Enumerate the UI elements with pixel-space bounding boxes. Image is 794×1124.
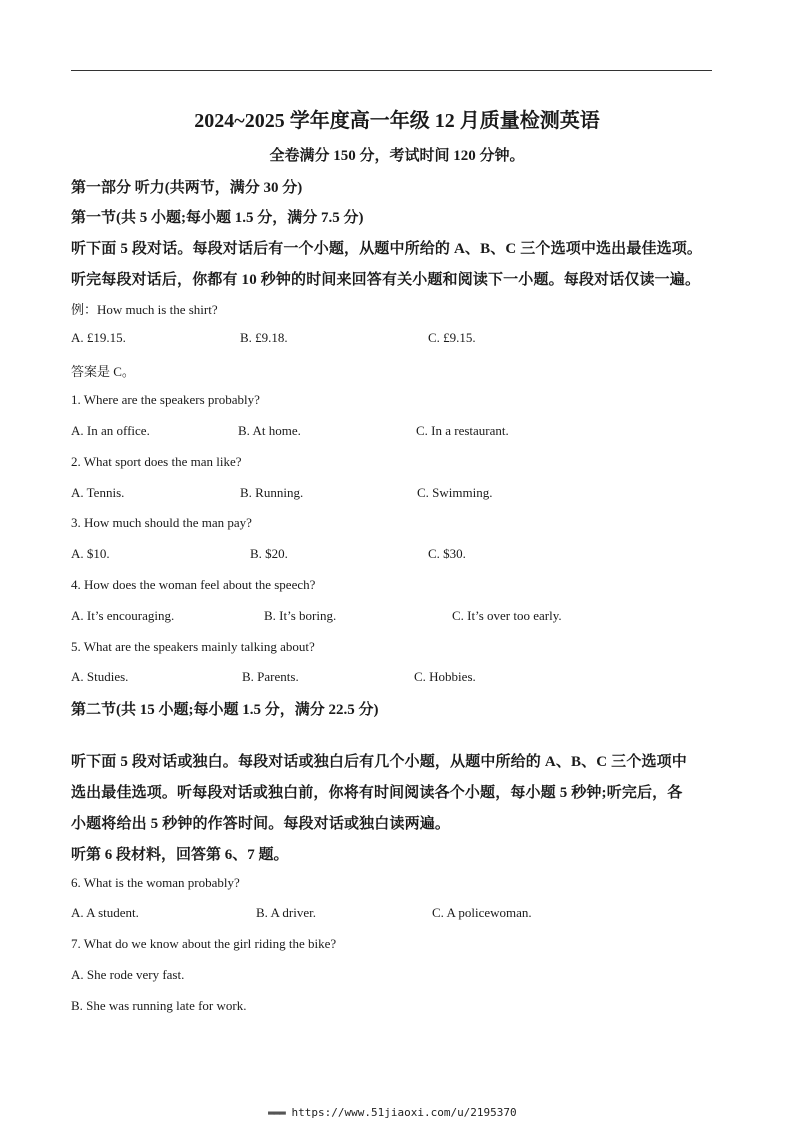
q1-option-c: C. In a restaurant. <box>416 423 509 438</box>
section1-instruction-line: 听完每段对话后，你都有 10 秒钟的时间来回答有关小题和阅读下一小题。每段对话仅读一遍。 <box>71 272 701 288</box>
q7-option-a: A. She rode very fast. <box>71 967 185 982</box>
q4-option-b: B. It’s boring. <box>264 608 337 623</box>
q6-option-c: C. A policewoman. <box>432 905 532 920</box>
q5-option-a: A. Studies. <box>71 669 129 684</box>
example-option-a: A. £19.15. <box>71 330 126 345</box>
q2-option-c: C. Swimming. <box>417 485 493 500</box>
example-option-c: C. £9.15. <box>428 330 476 345</box>
part1-heading: 第一部分 听力(共两节，满分 30 分) <box>71 180 303 196</box>
material-6-heading: 听第 6 段材料，回答第 6、7 题。 <box>71 847 289 863</box>
q4-option-a: A. It’s encouraging. <box>71 608 175 623</box>
q1-option-a: A. In an office. <box>71 423 150 438</box>
question-5: 5. What are the speakers mainly talking about? <box>71 639 315 654</box>
footer-logo-mark: ▬▬▬ <box>268 1106 285 1119</box>
q4-option-c: C. It’s over too early. <box>452 608 562 623</box>
q3-option-b: B. $20. <box>250 546 288 561</box>
q7-option-b: B. She was running late for work. <box>71 998 247 1013</box>
example-option-b: B. £9.18. <box>240 330 288 345</box>
section2-heading: 第二节(共 15 小题;每小题 1.5 分，满分 22.5 分) <box>71 702 379 718</box>
example-answer: 答案是 C。 <box>71 364 135 379</box>
exam-info: 全卷满分 150 分，考试时间 120 分钟。 <box>269 148 525 164</box>
question-3: 3. How much should the man pay? <box>71 515 252 530</box>
section2-instruction-line: 小题将给出 5 秒钟的作答时间。每段对话或独白读两遍。 <box>71 816 451 832</box>
section1-instruction-line: 听下面 5 段对话。每段对话后有一个小题，从题中所给的 A、B、C 三个选项中选出最佳选项。 <box>71 241 703 257</box>
q3-option-a: A. $10. <box>71 546 110 561</box>
q3-option-c: C. $30. <box>428 546 466 561</box>
question-6: 6. What is the woman probably? <box>71 875 240 890</box>
q6-option-b: B. A driver. <box>256 905 316 920</box>
q2-option-a: A. Tennis. <box>71 485 125 500</box>
q2-option-b: B. Running. <box>240 485 304 500</box>
footer-watermark <box>268 1106 517 1119</box>
question-1: 1. Where are the speakers probably? <box>71 392 260 407</box>
q6-option-a: A. A student. <box>71 905 139 920</box>
question-7: 7. What do we know about the girl riding the bike? <box>71 936 337 951</box>
section2-instruction-line: 选出最佳选项。听每段对话或独白前，你将有时间阅读各个小题，每小题 5 秒钟;听完后，各 <box>71 785 683 801</box>
footer-url[interactable]: https://www.51jiaoxi.com/u/2195370 <box>291 1106 517 1119</box>
section1-heading: 第一节(共 5 小题;每小题 1.5 分，满分 7.5 分) <box>71 210 364 226</box>
q5-option-b: B. Parents. <box>242 669 299 684</box>
example-question: 例：How much is the shirt? <box>71 302 218 317</box>
top-rule <box>71 70 712 71</box>
question-4: 4. How does the woman feel about the speech? <box>71 577 316 592</box>
question-2: 2. What sport does the man like? <box>71 454 242 469</box>
section2-instruction-line: 听下面 5 段对话或独白。每段对话或独白后有几个小题，从题中所给的 A、B、C 三个选项中 <box>71 754 687 770</box>
q5-option-c: C. Hobbies. <box>414 669 476 684</box>
q1-option-b: B. At home. <box>238 423 301 438</box>
page-title: 2024~2025 学年度高一年级 12 月质量检测英语 <box>194 110 600 132</box>
